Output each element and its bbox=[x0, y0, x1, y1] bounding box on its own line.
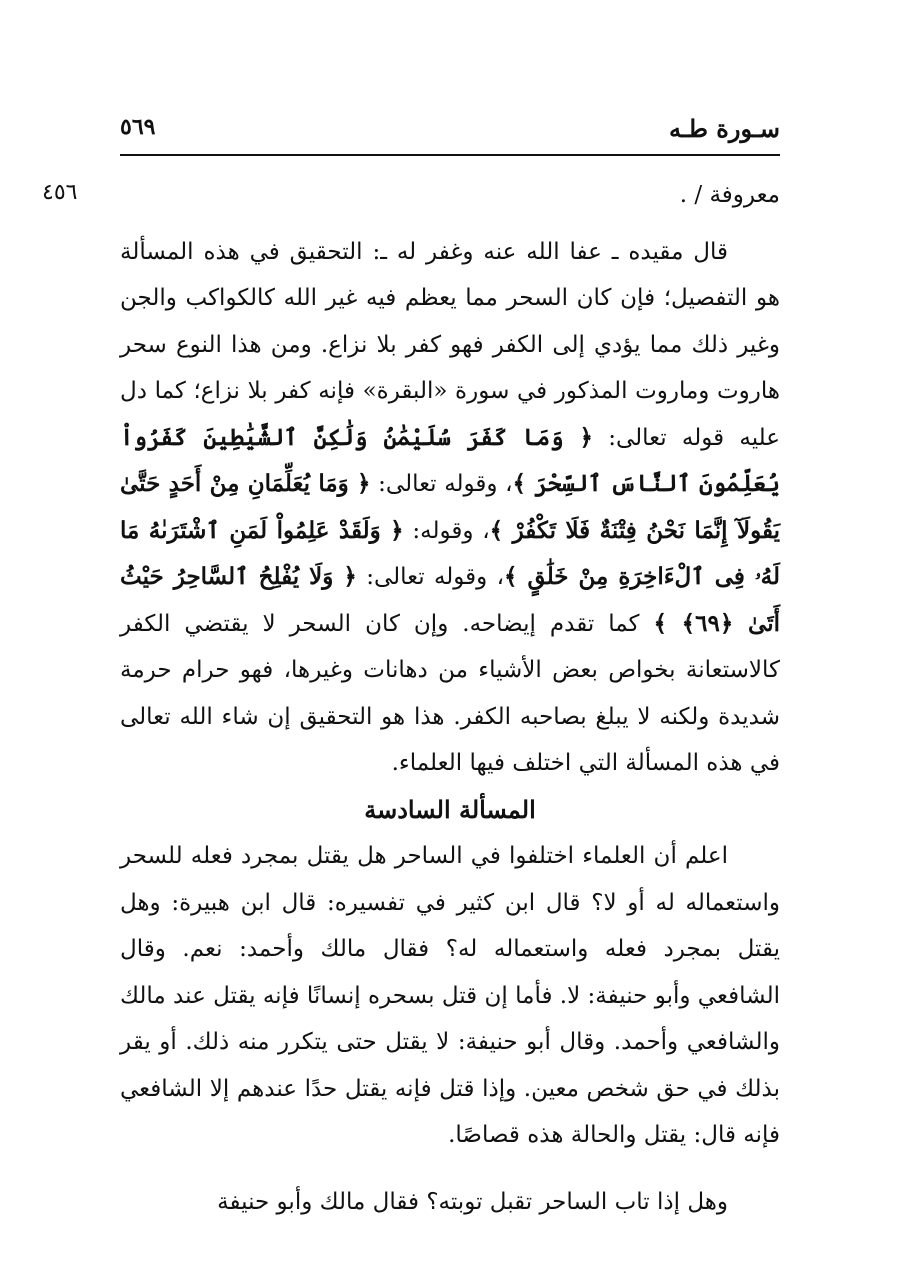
page-header bbox=[120, 108, 780, 156]
quran-verse: ﴿ وَلَقَدْ عَلِمُواْ لَمَنِ ٱشْتَرَىٰهُ مَا لَهُۥ فِى ٱلْءَاخِرَةِ مِنْ خَلَٰقٍ ﴾ bbox=[120, 516, 780, 590]
quran-verse: ﴿ وَلَا يُفْلِحُ ٱلسَّاحِرُ حَيْثُ أَتَىٰ ﴿٦٩﴾ ﴾ bbox=[120, 563, 781, 637]
paragraph-text: ، وقوله تعالى: bbox=[366, 564, 505, 590]
running-title: سـورة طـه bbox=[668, 114, 780, 143]
paragraph-continuation: معروفة / . bbox=[679, 182, 780, 208]
paragraph-text: قال مقيده ـ عفا الله عنه وغفر له ـ: التحقيق في هذه المسألة هو التفصيل؛ فإن كان السحر مما يعظم فيه غير الله كالكواكب والجن وغير ذلك مما يؤدي إلى الكفر فهو كفر بلا نزاع. ومن هذا النوع سحر هاروت وماروت المذكور في سورة «البقرة» فإنه كفر بلا نزاع؛ كما دل عليه قوله تعالى: bbox=[120, 238, 780, 451]
paragraph-repentance: وهل إذا تاب الساحر تقبل توبته؟ فقال مالك وأبو حنيفة bbox=[217, 1188, 728, 1215]
quran-verse: ﴿ وَمَا كَفَرَ سُلَيْمَٰنُ وَلَٰكِنَّ ٱلشَّيَٰطِينَ كَفَرُواْ يُعَلِّمُونَ ٱلنَّاسَ ٱلسِّحْرَ ﴾ bbox=[120, 423, 781, 497]
margin-reference-number: ٤٥٦ bbox=[42, 180, 78, 205]
paragraph-ruling: اعلم أن العلماء اختلفوا في الساحر هل يقتل بمجرد فعله للسحر واستعماله له أو لا؟ قال ابن كثير في تفسيره: قال ابن هبيرة: وهل يقتل بمجرد فعله واستعماله له؟ فقال مالك وأحمد: نعم. وقال الشافعي وأبو حنيفة: لا. فأما إن قتل بسحره إنسانًا فإنه يقتل عند مالك والشافعي وأحمد. وقال أبو حنيفة: لا يقتل حتى يتكرر منه ذلك. أو يقر بذلك في حق شخص معين. وإذا قتل فإنه يقتل حدًا عندهم إلا الشافعي فإنه قال: يقتل والحالة هذه قصاصًا. bbox=[120, 843, 780, 1148]
quran-verse: ﴿ وَمَا يُعَلِّمَانِ مِنْ أَحَدٍ حَتَّىٰ يَقُولَآ إِنَّمَا نَحْنُ فِتْنَةٌ فَلَا تَكْفُرْ ﴾ bbox=[120, 470, 781, 544]
page-number: ٥٦٩ bbox=[120, 114, 156, 140]
paragraph-text: ، وقوله: bbox=[412, 517, 490, 544]
paragraph-author-note bbox=[120, 229, 780, 787]
paragraph-text: كما تقدم إيضاحه. وإن كان السحر لا يقتضي الكفر كالاستعانة بخواص بعض الأشياء من دهانات وغيرها، فهو حرام حرمة شديدة ولكنه لا يبلغ بصاحبه الكفر. هذا هو التحقيق إن شاء الله تعالى في هذه المسألة التي اختلف فيها العلماء. bbox=[120, 610, 780, 776]
paragraph-text: ، وقوله تعالى: bbox=[378, 471, 513, 497]
section-heading: المسألة السادسة bbox=[364, 794, 536, 824]
page-body bbox=[120, 172, 780, 1225]
